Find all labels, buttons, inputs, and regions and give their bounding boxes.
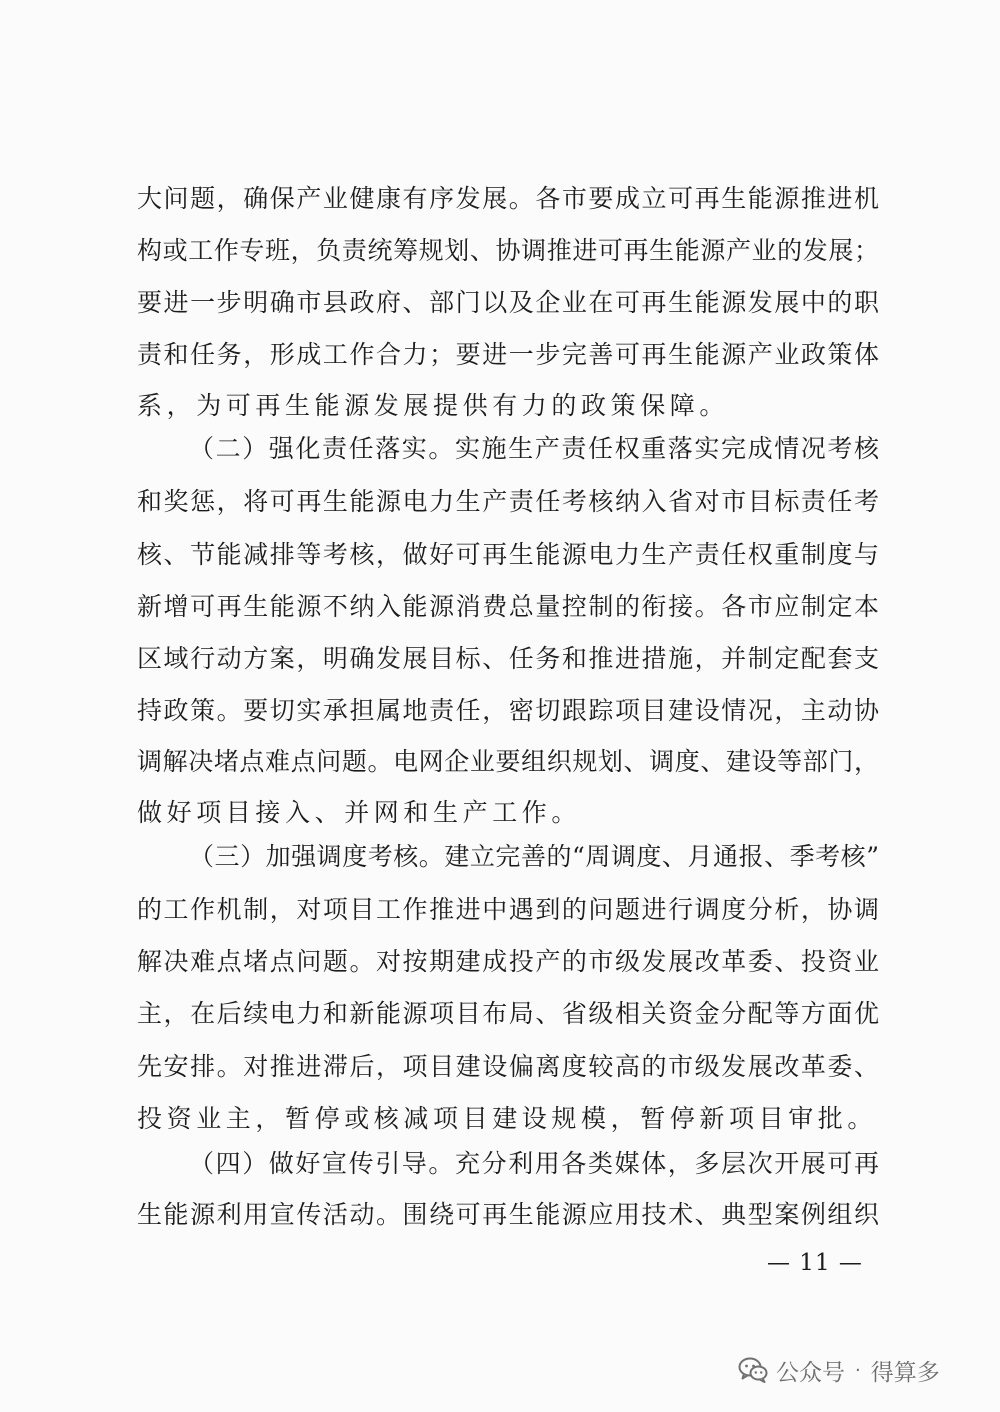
paragraph-3-line-1: （三）加强调度考核。建立完善的“周调度、月通报、季考核”	[189, 842, 879, 871]
paragraph-1-line-4: 责和任务，形成工作合力；要进一步完善可再生能源产业政策体	[137, 340, 879, 369]
page-number: — 11 —	[767, 1250, 863, 1276]
wechat-icon	[738, 1356, 768, 1384]
paragraph-2-line-4: 新增可再生能源不纳入能源消费总量控制的衔接。各市应制定本	[137, 592, 879, 621]
paragraph-2-line-1: （二）强化责任落实。实施生产责任权重落实完成情况考核	[189, 434, 879, 463]
paragraph-2-line-6: 持政策。要切实承担属地责任，密切跟踪项目建设情况，主动协	[137, 696, 879, 725]
paragraph-1-line-2: 构或工作专班，负责统筹规划、协调推进可再生能源产业的发展；	[137, 236, 879, 265]
paragraph-2-line-3: 核、节能减排等考核，做好可再生能源电力生产责任权重制度与	[137, 540, 879, 569]
paragraph-2-line-7: 调解决堵点难点问题。电网企业要组织规划、调度、建设等部门，	[137, 747, 879, 776]
paragraph-3-line-2: 的工作机制，对项目工作推进中遇到的问题进行调度分析，协调	[137, 895, 879, 924]
paragraph-4-line-2: 生能源利用宣传活动。围绕可再生能源应用技术、典型案例组织	[137, 1200, 879, 1229]
watermark-account: 得算多	[870, 1359, 940, 1386]
paragraph-1-line-5: 系，为可再生能源发展提供有力的政策保障。	[137, 391, 730, 420]
paragraph-1-line-1: 大问题，确保产业健康有序发展。各市要成立可再生能源推进机	[137, 184, 879, 213]
paragraph-2-line-8: 做好项目接入、并网和生产工作。	[137, 798, 582, 827]
paragraph-4-line-1: （四）做好宣传引导。充分利用各类媒体，多层次开展可再	[189, 1149, 879, 1178]
watermark-separator: ·	[855, 1359, 861, 1381]
paragraph-3-line-4: 主，在后续电力和新能源项目布局、省级相关资金分配等方面优	[137, 999, 879, 1028]
watermark-label: 公众号	[776, 1359, 845, 1386]
paragraph-3-line-5: 先安排。对推进滞后，项目建设偏离度较高的市级发展改革委、	[137, 1052, 879, 1081]
paragraph-1-line-3: 要进一步明确市县政府、部门以及企业在可再生能源发展中的职	[137, 288, 879, 317]
paragraph-2-line-5: 区域行动方案，明确发展目标、任务和推进措施，并制定配套支	[137, 644, 879, 673]
paragraph-2-line-2: 和奖惩，将可再生能源电力生产责任考核纳入省对市目标责任考	[137, 487, 879, 516]
wechat-watermark	[738, 1352, 940, 1388]
paragraph-3-line-6: 投资业主，暂停或核减项目建设规模，暂停新项目审批。	[137, 1104, 878, 1133]
paragraph-3-line-3: 解决难点堵点问题。对按期建成投产的市级发展改革委、投资业	[137, 947, 879, 976]
